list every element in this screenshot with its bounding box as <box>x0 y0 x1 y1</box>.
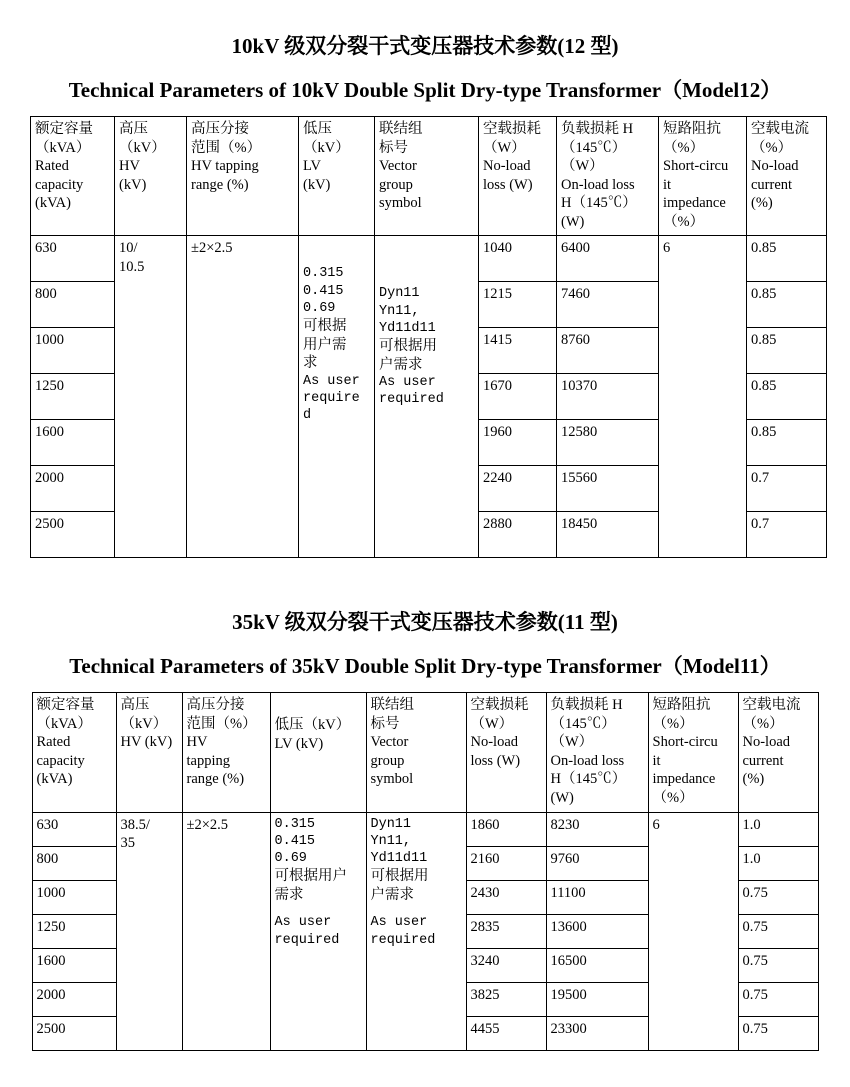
cell-rated-capacity: 800 <box>32 846 116 880</box>
cell-no-load-current: 0.75 <box>738 880 818 914</box>
cell-on-load-loss: 7460 <box>557 282 659 328</box>
cell-no-load-loss: 2160 <box>466 846 546 880</box>
cell-rated-capacity: 2500 <box>32 1016 116 1050</box>
cell-no-load-loss: 1215 <box>479 282 557 328</box>
cell-on-load-loss: 8760 <box>557 328 659 374</box>
cell-on-load-loss: 13600 <box>546 914 648 948</box>
cell-on-load-loss: 23300 <box>546 1016 648 1050</box>
table-header-row <box>31 117 827 236</box>
cell-no-load-loss: 2835 <box>466 914 546 948</box>
header-hv-tapping-range: 高压分接 范围（%） HV tapping range (%) <box>187 117 299 236</box>
header-on-load-loss: 负载损耗 H （145℃） （W） On-load loss H（145℃） (W) <box>557 117 659 236</box>
header-hv: 高压 （kV） HV (kV) <box>115 117 187 236</box>
cell-no-load-current: 0.85 <box>747 236 827 282</box>
cell-on-load-loss: 12580 <box>557 420 659 466</box>
cell-hv: 38.5/ 35 <box>116 812 182 1050</box>
cell-no-load-current: 0.7 <box>747 466 827 512</box>
table-row <box>31 236 827 282</box>
header-vector-group-symbol: 联结组 标号 Vector group symbol <box>375 117 479 236</box>
cell-no-load-current: 1.0 <box>738 812 818 846</box>
cell-no-load-current: 1.0 <box>738 846 818 880</box>
cell-rated-capacity: 800 <box>31 282 115 328</box>
table2-title-en: Technical Parameters of 35kV Double Split Dry-type Transformer（Model11） <box>69 654 781 679</box>
cell-hv-tapping-range: ±2×2.5 <box>182 812 270 1050</box>
cell-no-load-current: 0.75 <box>738 982 818 1016</box>
header-no-load-current: 空载电流 （%） No-load current (%) <box>747 117 827 236</box>
cell-no-load-current: 0.85 <box>747 328 827 374</box>
cell-no-load-current: 0.75 <box>738 948 818 982</box>
table-10kv-parameters <box>30 116 827 558</box>
header-no-load-current: 空载电流 （%） No-load current (%) <box>738 693 818 812</box>
cell-on-load-loss: 11100 <box>546 880 648 914</box>
cell-vector-group: Dyn11 Yn11, Yd11d11 可根据用 户需求 As user required <box>366 812 466 1050</box>
header-short-circuit-impedance: 短路阻抗 （%） Short-circu it impedance （%） <box>648 693 738 812</box>
cell-no-load-loss: 3240 <box>466 948 546 982</box>
table-35kv-parameters <box>32 692 819 1050</box>
cell-no-load-loss: 1415 <box>479 328 557 374</box>
cell-no-load-current: 0.7 <box>747 512 827 558</box>
cell-no-load-loss: 2880 <box>479 512 557 558</box>
cell-rated-capacity: 1000 <box>32 880 116 914</box>
cell-on-load-loss: 8230 <box>546 812 648 846</box>
cell-on-load-loss: 19500 <box>546 982 648 1016</box>
cell-no-load-loss: 1860 <box>466 812 546 846</box>
cell-no-load-current: 0.85 <box>747 420 827 466</box>
cell-rated-capacity: 1600 <box>32 948 116 982</box>
cell-no-load-current: 0.75 <box>738 1016 818 1050</box>
cell-rated-capacity: 630 <box>31 236 115 282</box>
cell-rated-capacity: 1000 <box>31 328 115 374</box>
cell-on-load-loss: 18450 <box>557 512 659 558</box>
cell-vector-group: Dyn11 Yn11, Yd11d11 可根据用 户需求 As user required <box>375 236 479 558</box>
cell-lv: 0.315 0.415 0.69 可根据 用户需 求 As user require d <box>299 236 375 558</box>
cell-no-load-current: 0.85 <box>747 374 827 420</box>
cell-no-load-loss: 3825 <box>466 982 546 1016</box>
table1-title-cn: 10kV 级双分裂干式变压器技术参数(12 型) <box>231 34 619 58</box>
table1-title-en: Technical Parameters of 10kV Double Split Dry-type Transformer（Model12） <box>68 78 782 102</box>
cell-rated-capacity: 630 <box>32 812 116 846</box>
cell-rated-capacity: 2000 <box>32 982 116 1016</box>
header-rated-capacity: 额定容量 （kVA） Rated capacity (kVA) <box>32 693 116 812</box>
cell-on-load-loss: 9760 <box>546 846 648 880</box>
cell-lv: 0.315 0.415 0.69 可根据用户 需求 As user required <box>270 812 366 1050</box>
header-no-load-loss: 空载损耗 （W） No-load loss (W) <box>466 693 546 812</box>
cell-on-load-loss: 16500 <box>546 948 648 982</box>
header-no-load-loss: 空载损耗 （W） No-load loss (W) <box>479 117 557 236</box>
table-row <box>32 812 818 846</box>
cell-short-circuit-impedance: 6 <box>648 812 738 1050</box>
header-lv: 低压 （kV） LV (kV) <box>299 117 375 236</box>
header-rated-capacity: 额定容量 （kVA） Rated capacity (kVA) <box>31 117 115 236</box>
cell-on-load-loss: 6400 <box>557 236 659 282</box>
table2-title-cn: 35kV 级双分裂干式变压器技术参数(11 型) <box>232 610 618 635</box>
header-hv-tapping-range: 高压分接 范围（%） HV tapping range (%) <box>182 693 270 812</box>
header-lv: 低压（kV） LV (kV) <box>270 693 366 812</box>
header-vector-group-symbol: 联结组 标号 Vector group symbol <box>366 693 466 812</box>
cell-no-load-current: 0.75 <box>738 914 818 948</box>
cell-no-load-loss: 1670 <box>479 374 557 420</box>
cell-hv-tapping-range: ±2×2.5 <box>187 236 299 558</box>
cell-no-load-loss: 2240 <box>479 466 557 512</box>
header-hv: 高压 （kV） HV (kV) <box>116 693 182 812</box>
cell-rated-capacity: 1250 <box>32 914 116 948</box>
header-on-load-loss: 负载损耗 H （145℃） （W） On-load loss H（145℃） (W) <box>546 693 648 812</box>
cell-no-load-loss: 1040 <box>479 236 557 282</box>
cell-no-load-loss: 1960 <box>479 420 557 466</box>
cell-no-load-current: 0.85 <box>747 282 827 328</box>
cell-no-load-loss: 2430 <box>466 880 546 914</box>
table-header-row <box>32 693 818 812</box>
cell-rated-capacity: 1600 <box>31 420 115 466</box>
cell-short-circuit-impedance: 6 <box>659 236 747 558</box>
cell-on-load-loss: 10370 <box>557 374 659 420</box>
cell-rated-capacity: 1250 <box>31 374 115 420</box>
cell-rated-capacity: 2000 <box>31 466 115 512</box>
header-short-circuit-impedance: 短路阻抗 （%） Short-circu it impedance （%） <box>659 117 747 236</box>
cell-on-load-loss: 15560 <box>557 466 659 512</box>
cell-rated-capacity: 2500 <box>31 512 115 558</box>
cell-hv: 10/ 10.5 <box>115 236 187 558</box>
section-gap <box>30 558 820 598</box>
cell-no-load-loss: 4455 <box>466 1016 546 1050</box>
